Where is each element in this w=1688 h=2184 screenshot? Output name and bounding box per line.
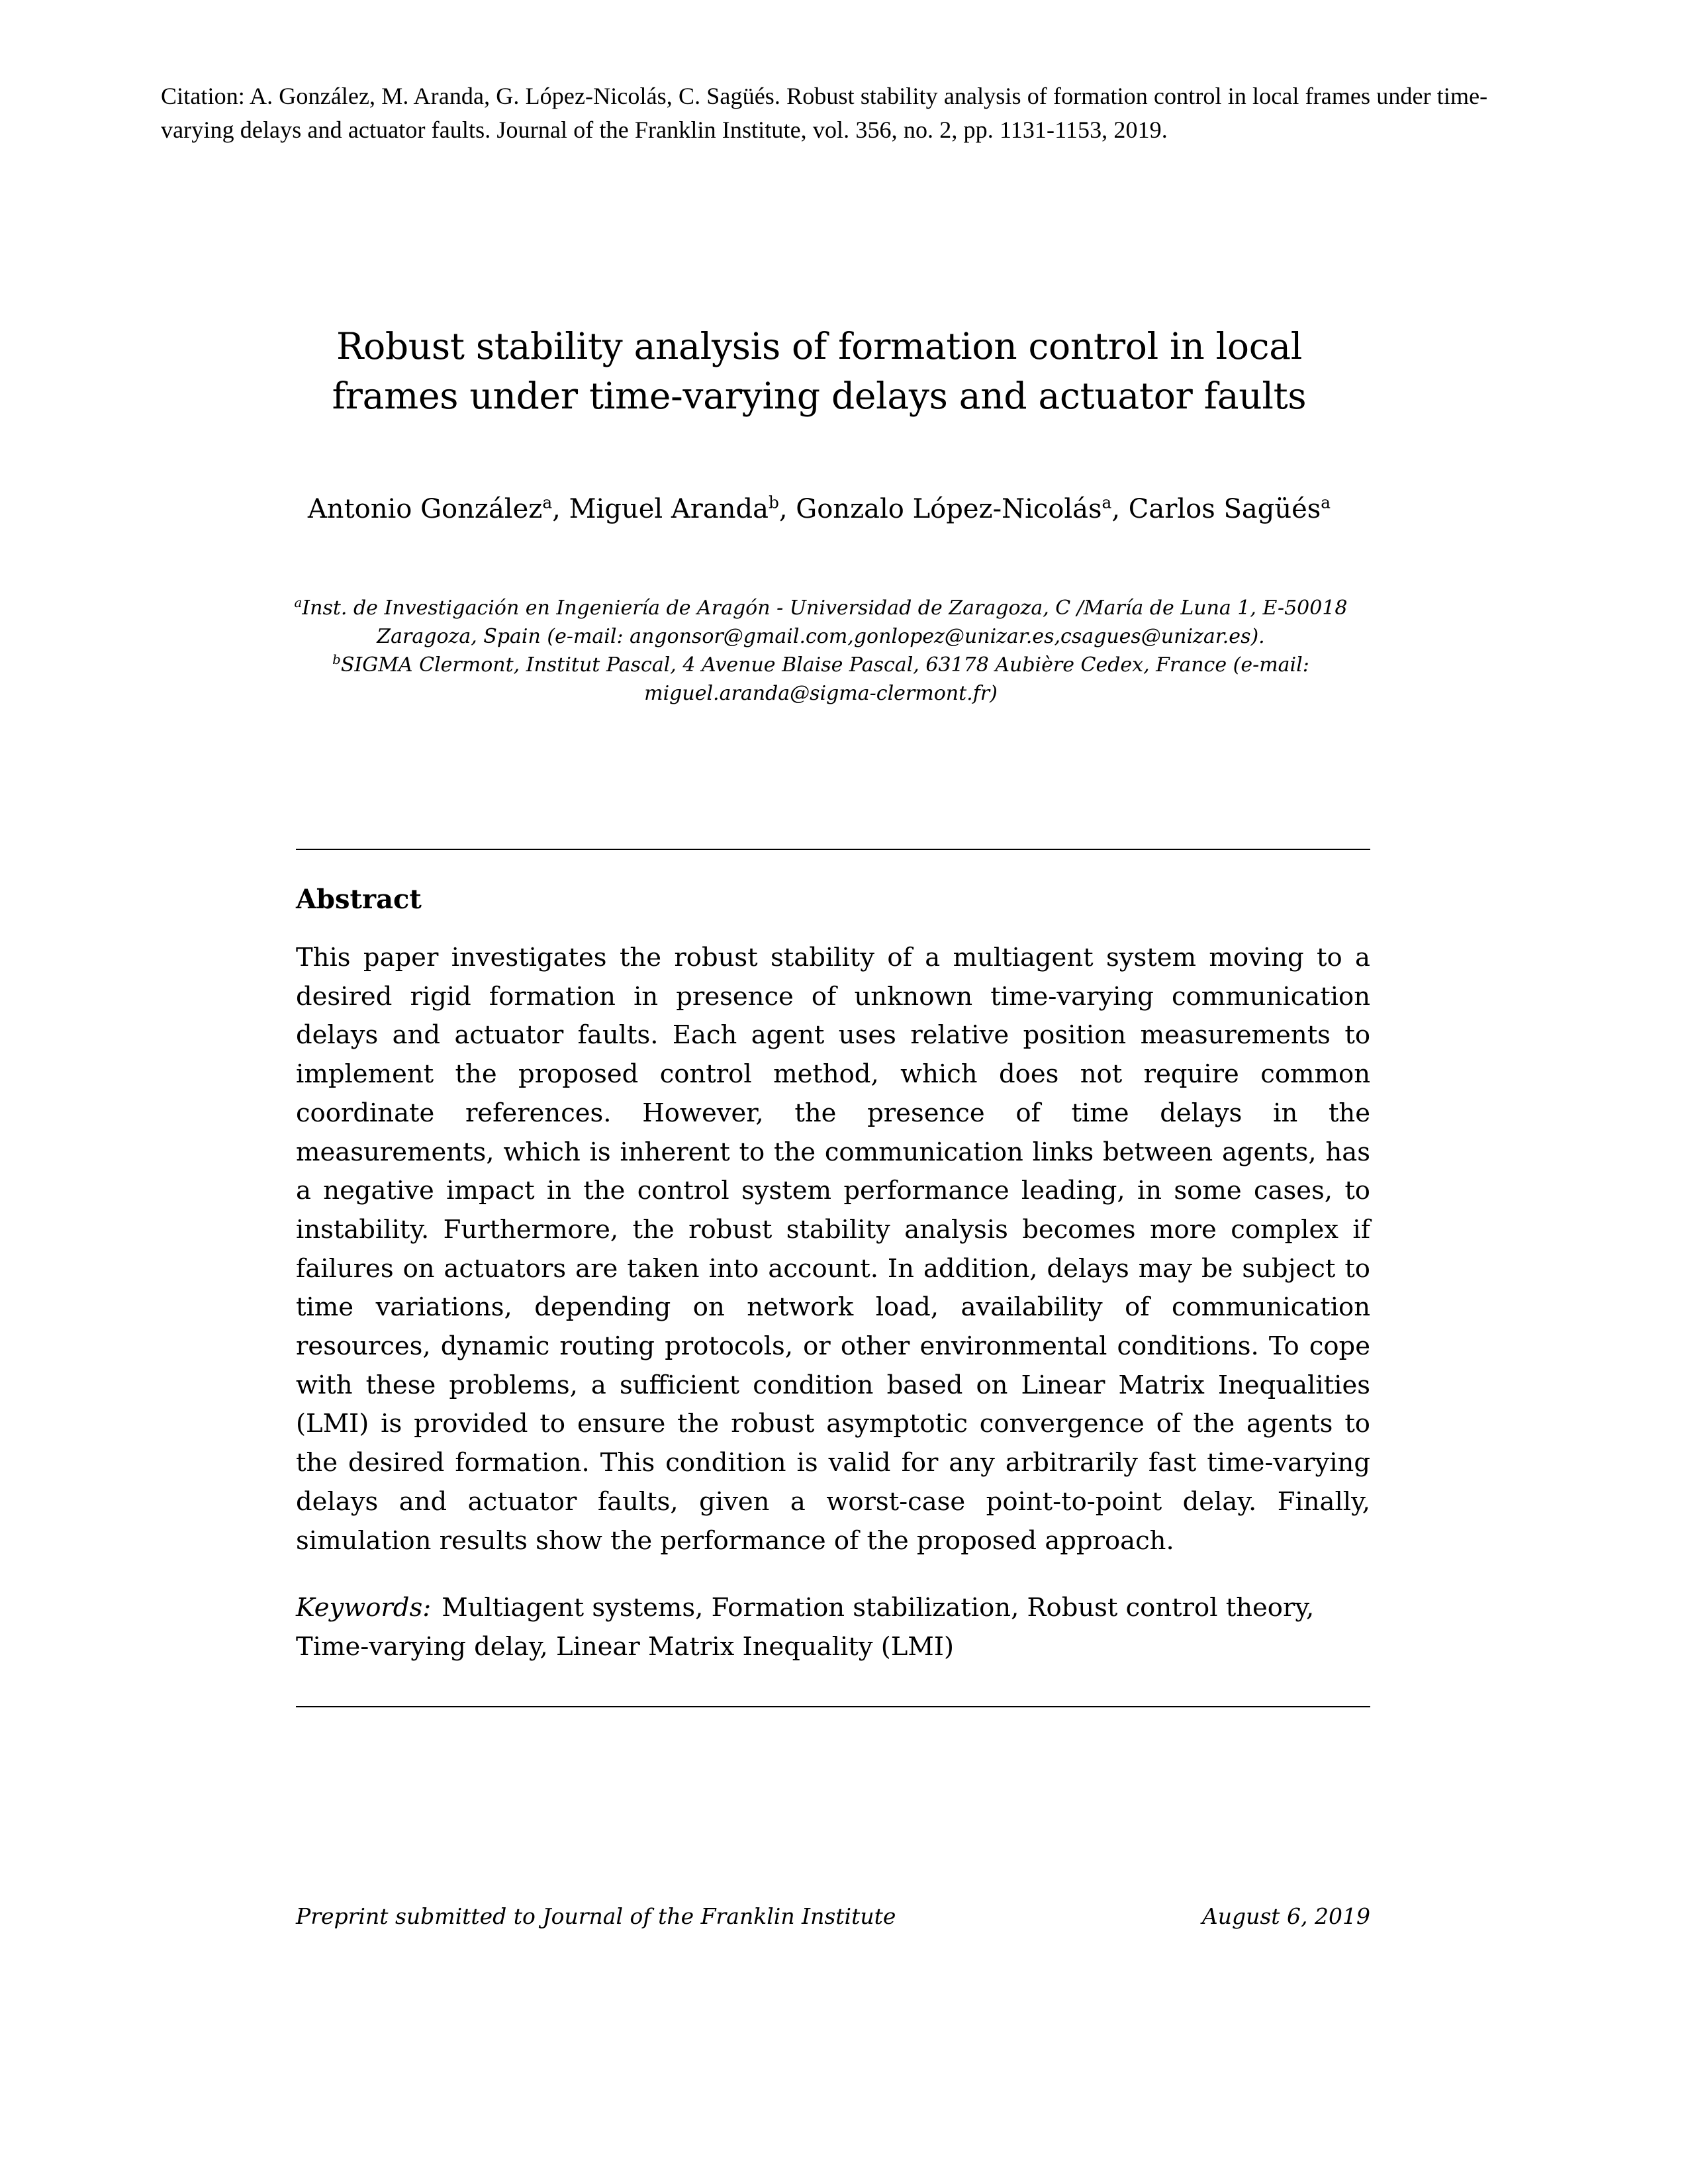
author-name: Gonzalo López-Nicolás	[796, 494, 1102, 524]
author-affiliation-marker: a	[542, 493, 553, 512]
author-name: Antonio González	[307, 494, 543, 524]
author-affiliation-marker: a	[1321, 493, 1331, 512]
author-name: Miguel Aranda	[569, 494, 769, 524]
affiliation-marker: b	[332, 651, 341, 667]
title-block	[268, 322, 1370, 421]
author-list	[268, 490, 1370, 528]
affiliation-text: Inst. de Investigación en Ingeniería de Aragón - Universidad de Zaragoza, C /María de Luna 1, E-50018 Zaragoza, Spain (e-mail: angonsor@gmail.com,gonlopez@unizar.es,csagues@unizar.es).	[302, 596, 1348, 648]
author-name: Carlos Sagüés	[1128, 494, 1321, 524]
keywords-text: Multiagent systems, Formation stabilization, Robust control theory, Time-varying delay, Linear Matrix Inequality (LMI)	[296, 1593, 1315, 1662]
footer-submission-note: Preprint submitted to Journal of the Franklin Institute	[296, 1903, 896, 1929]
affiliation-marker: a	[294, 595, 303, 610]
affiliation-text: SIGMA Clermont, Institut Pascal, 4 Avenue Blaise Pascal, 63178 Aubière Cedex, France (e-mail: miguel.aranda@sigma-clermont.fr)	[340, 653, 1309, 705]
abstract-heading: Abstract	[296, 884, 422, 915]
author-entry: Antonio González$^a$,	[307, 493, 561, 524]
footer-date: August 6, 2019	[1201, 1903, 1370, 1929]
author-affiliation-marker: b	[768, 493, 779, 512]
author-affiliation-marker: a	[1102, 493, 1112, 512]
abstract-bottom-divider	[296, 1706, 1370, 1707]
author-entry: Gonzalo López-Nicolás$^a$,	[796, 493, 1121, 524]
citation-header: Citation: A. González, M. Aranda, G. López-Nicolás, C. Sagüés. Robust stability analysis of formation control in local frames under time-varying delays and actuator faults. Journal of the Franklin Institute, vol. 356, no. 2, pp. 1131-1153, 2019.	[161, 83, 1488, 144]
author-entry: Miguel Aranda$^b$,	[569, 493, 788, 524]
keywords-label: Keywords:	[296, 1593, 432, 1623]
abstract-top-divider	[296, 849, 1370, 850]
affiliation-item	[291, 651, 1350, 708]
page-footer	[296, 1903, 1370, 1929]
page-title: Robust stability analysis of formation control in local frames under time-varying delays and actuator faults	[332, 325, 1307, 417]
abstract-text: This paper investigates the robust stability of a multiagent system moving to a desired rigid formation in presence of unknown time-varying communication delays and actuator faults. Each agent uses relative position measurements to implement the proposed control method, which does not require common coordinate references. However, the presence of time delays in the measurements, which is inherent to the communication links between agents, has a negative impact in the control system performance leading, in some cases, to instability. Furthermore, the robust stability analysis becomes more complex if failures on actuators are taken into account. In addition, delays may be subject to time variations, depending on network load, availability of communication resources, dynamic routing protocols, or other environmental conditions. To cope with these problems, a sufficient condition based on Linear Matrix Inequalities (LMI) is provided to ensure the robust asymptotic convergence of the agents to the desired formation. This condition is valid for any arbitrarily fast time-varying delays and actuator faults, given a worst-case point-to-point delay. Finally, simulation results show the performance of the proposed approach.	[296, 943, 1370, 1556]
keywords-line	[296, 1589, 1370, 1666]
affiliation-list	[291, 594, 1350, 708]
affiliation-item	[291, 594, 1350, 651]
author-entry	[1129, 494, 1331, 524]
